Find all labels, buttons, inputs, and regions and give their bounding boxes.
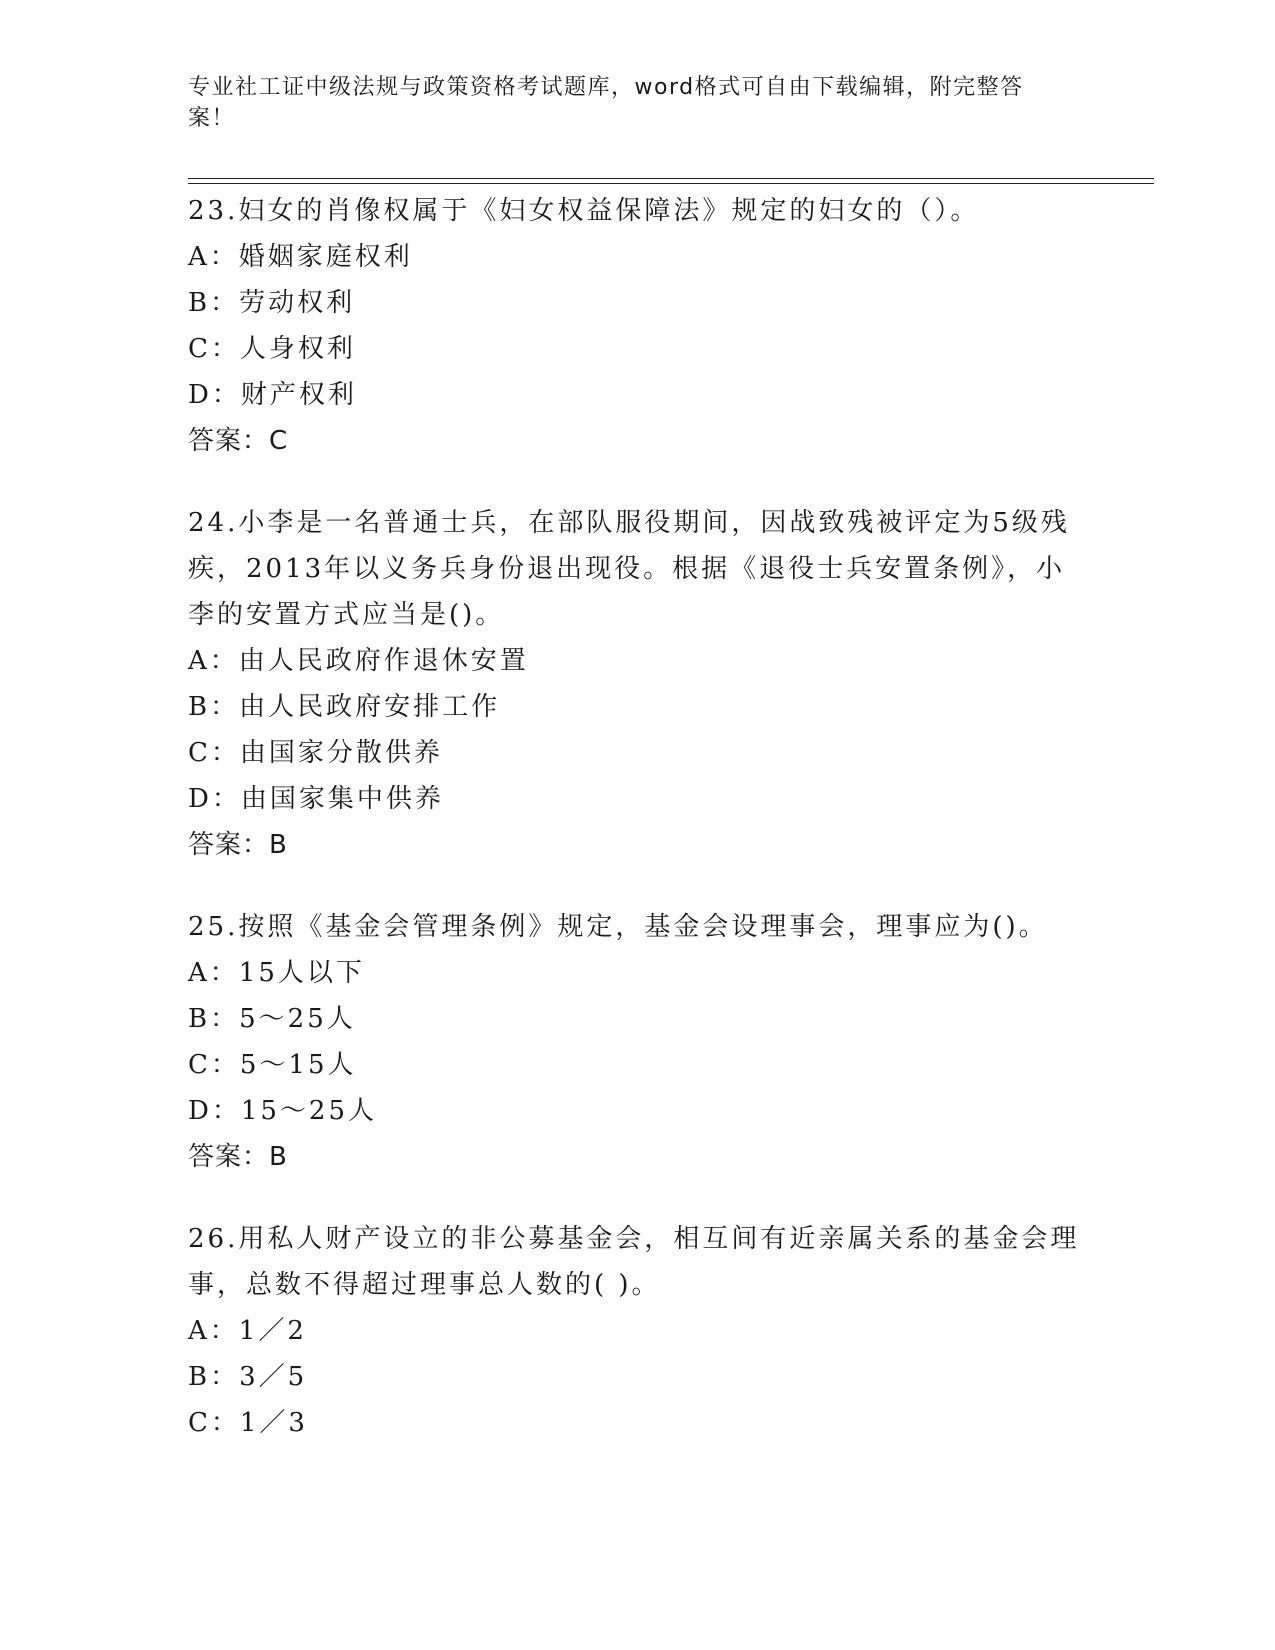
option-d: D：财产权利 <box>188 380 357 410</box>
option-b: B：3／5 <box>188 1362 308 1392</box>
question-list <box>188 188 1088 1482</box>
answer-line: 答案：B <box>188 1142 288 1172</box>
option-d: D：由国家集中供养 <box>188 784 444 814</box>
question-stem <box>188 500 1088 638</box>
question-stem <box>188 188 1088 234</box>
stem-line: 事，总数不得超过理事总人数的( )。 <box>188 1270 661 1300</box>
question-23 <box>188 188 1088 464</box>
header-divider-top <box>188 178 1154 179</box>
stem-line: 疾，2013年以义务兵身份退出现役。根据《退役士兵安置条例》，小 <box>188 554 1066 584</box>
option-c: C：由国家分散供养 <box>188 738 443 768</box>
question-26 <box>188 1216 1088 1446</box>
header-line-1: 专业社工证中级法规与政策资格考试题库，word格式可自由下载编辑，附完整答 <box>188 75 1024 100</box>
option-b: B：5～25人 <box>188 1004 356 1034</box>
stem-line: 25.按照《基金会管理条例》规定，基金会设理事会，理事应为()。 <box>188 912 1048 942</box>
stem-line: 26.用私人财产设立的非公募基金会，相互间有近亲属关系的基金会理 <box>188 1224 1080 1254</box>
option-c: C：1／3 <box>188 1408 308 1438</box>
option-a: A：婚姻家庭权利 <box>188 242 413 272</box>
option-c: C：5～15人 <box>188 1050 357 1080</box>
stem-line: 24.小李是一名普通士兵，在部队服役期间，因战致残被评定为5级残 <box>188 508 1070 538</box>
question-stem <box>188 904 1088 950</box>
option-a: A：1／2 <box>188 1316 307 1346</box>
header-divider-bottom <box>188 183 1154 184</box>
option-b: B：由人民政府安排工作 <box>188 692 501 722</box>
option-b: B：劳动权利 <box>188 288 356 318</box>
option-a: A：15人以下 <box>188 958 365 988</box>
answer-line: 答案：B <box>188 830 288 860</box>
question-24 <box>188 500 1088 868</box>
stem-line: 23.妇女的肖像权属于《妇女权益保障法》规定的妇女的（）。 <box>188 196 980 226</box>
page-header <box>188 72 1068 134</box>
answer-line: 答案：C <box>188 426 289 456</box>
question-25 <box>188 904 1088 1180</box>
question-stem <box>188 1216 1088 1308</box>
stem-line: 李的安置方式应当是()。 <box>188 600 505 630</box>
option-d: D：15～25人 <box>188 1096 378 1126</box>
option-c: C：人身权利 <box>188 334 356 364</box>
option-a: A：由人民政府作退休安置 <box>188 646 529 676</box>
header-line-2: 案！ <box>188 106 236 131</box>
